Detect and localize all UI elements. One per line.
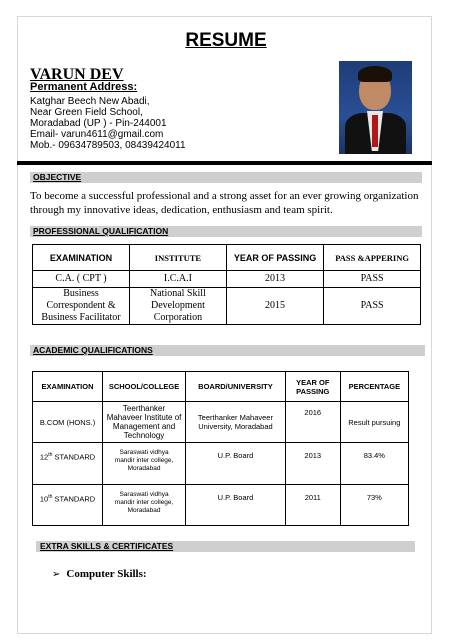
cell: 2013 [285, 443, 340, 485]
col-institute: INSTITUTE [130, 245, 227, 271]
objective-text: To become a successful professional and a strong asset for an ever growing organization through my innovative ideas, dedication, enthusiasm and team spirit. [30, 190, 419, 216]
candidate-name: VARUN DEV [30, 66, 124, 83]
cell: Teerthanker Mahaveer Institute of Management and Technology [103, 402, 186, 443]
computer-skills-item [52, 568, 147, 580]
ordinal-number: 10 [39, 494, 49, 504]
col-pass: PASS &APPERING [324, 245, 421, 271]
email-line: Email- varun4611@gmail.com [30, 129, 164, 140]
cell: 2013 [226, 271, 323, 288]
address-line-1: Katghar Beech New Abadi, [30, 96, 150, 107]
table-row [33, 402, 409, 443]
phone-line: Mob.- 09634789503, 08439424011 [30, 140, 186, 151]
professional-heading: PROFESSIONAL QUALIFICATION [30, 226, 422, 237]
ordinal-suffix: th [48, 452, 53, 458]
header-rule [17, 161, 432, 165]
col-board: BOARD/UNIVERSITY [186, 372, 286, 402]
cell: 2016 [285, 402, 340, 443]
standard-label: STANDARD [52, 494, 96, 504]
col-percentage: PERCENTAGE [340, 372, 408, 402]
arrowhead-bullet-icon: ➢ [52, 569, 61, 580]
extra-skills-heading: EXTRA SKILLS & CERTIFICATES [36, 541, 415, 552]
cell: B.COM (HONS.) [33, 402, 103, 443]
table-row [33, 485, 409, 526]
cell: PASS [324, 271, 421, 288]
cell: C.A. ( CPT ) [33, 271, 130, 288]
academic-table [32, 371, 409, 526]
col-examination: EXAMINATION [33, 245, 130, 271]
cell: Teerthanker Mahaveer University, Moradabad [186, 402, 286, 443]
standard-label: STANDARD [52, 452, 96, 462]
col-year: YEAR OF PASSING [226, 245, 323, 271]
cell: Saraswati vidhya mandir inter college, Moradabad [103, 485, 186, 526]
cell: U.P. Board [186, 443, 286, 485]
cell [33, 443, 103, 485]
table-row [33, 288, 421, 325]
cell [33, 485, 103, 526]
professional-table [32, 244, 421, 325]
cell: U.P. Board [186, 485, 286, 526]
cell: 83.4% [340, 443, 408, 485]
table-header-row [33, 372, 409, 402]
academic-heading: ACADEMIC QUALIFICATIONS [30, 345, 425, 356]
cell: 2015 [226, 288, 323, 325]
address-line-2: Near Green Field School, [30, 107, 143, 118]
col-examination: EXAMINATION [33, 372, 103, 402]
address-heading: Permanent Address: [30, 81, 138, 93]
cell: Result pursuing [340, 402, 408, 443]
col-year: YEAR OF PASSING [285, 372, 340, 402]
ordinal-suffix: th [48, 494, 53, 500]
cell: Saraswati vidhya mandir inter college, Moradabad [103, 443, 186, 485]
cell: 2011 [285, 485, 340, 526]
table-header-row [33, 245, 421, 271]
col-school: SCHOOL/COLLEGE [103, 372, 186, 402]
address-line-3: Moradabad (UP ) - Pin-244001 [30, 118, 167, 129]
profile-photo [339, 61, 412, 154]
objective-heading: OBJECTIVE [30, 172, 422, 183]
cell: 73% [340, 485, 408, 526]
computer-skills-label: Computer Skills: [66, 568, 147, 580]
cell: PASS [324, 288, 421, 325]
table-row [33, 271, 421, 288]
cell: I.C.A.I [130, 271, 227, 288]
cell: Business Correspondent & Business Facilitator [33, 288, 130, 325]
ordinal-number: 12 [39, 452, 49, 462]
table-row [33, 443, 409, 485]
resume-title: RESUME [185, 30, 267, 51]
cell: National Skill Development Corporation [130, 288, 227, 325]
